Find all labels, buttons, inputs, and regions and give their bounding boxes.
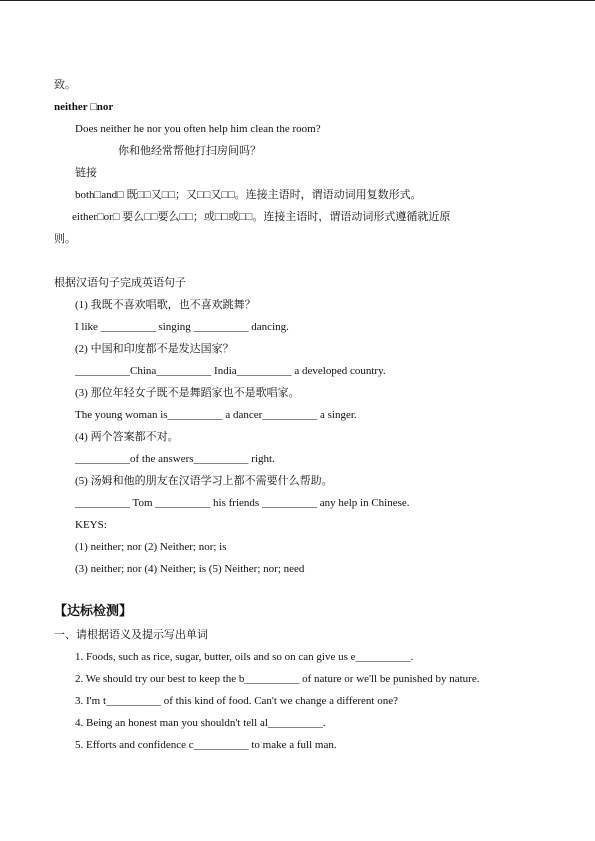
either-or-rule-cont: 则。 <box>54 233 76 245</box>
exercise-item-en: __________China__________ India__________ a developed country. <box>75 365 386 377</box>
test-item: 2. We should try our best to keep the b__________ of nature or we'll be punished by nature. <box>75 673 480 685</box>
exercise-item-en: I like __________ singing __________ dancing. <box>75 321 289 333</box>
exercise-item-zh: (4) 两个答案都不对。 <box>75 431 179 443</box>
test-item: 1. Foods, such as rice, sugar, butter, oils and so on can give us e__________. <box>75 651 414 663</box>
either-or-rule: either□or□ 要么□□要么□□；或□□或□□。连接主语时，谓语动词形式遵循就近原 <box>72 211 451 223</box>
exercise-title: 根据汉语句子完成英语句子 <box>54 277 186 289</box>
neither-nor-heading: neither □nor <box>54 101 114 113</box>
keys-label: KEYS: <box>75 519 107 531</box>
exercise-item-zh: (5) 汤姆和他的朋友在汉语学习上都不需要什么帮助。 <box>75 475 333 487</box>
link-label: 链接 <box>75 167 97 179</box>
test-item: 3. I'm t__________ of this kind of food. Can't we change a different one? <box>75 695 398 707</box>
exercise-item-en: __________ Tom __________ his friends __________ any help in Chinese. <box>75 497 410 509</box>
exercise-item-en: The young woman is__________ a dancer__________ a singer. <box>75 409 357 421</box>
exercise-item-zh: (2) 中国和印度都不是发达国家？ <box>75 343 234 355</box>
exercise-item-en: __________of the answers__________ right. <box>75 453 275 465</box>
test-heading: 【达标检测】 <box>54 603 133 618</box>
exercise-item-zh: (1) 我既不喜欢唱歌，也不喜欢跳舞？ <box>75 299 256 311</box>
keys-line-2: (3) neither; nor (4) Neither; is (5) Neither; nor; need <box>75 563 305 575</box>
continuation-text: 致。 <box>54 79 76 91</box>
neither-example-en: Does neither he nor you often help him clean the room? <box>75 123 321 135</box>
top-rule <box>0 0 595 1</box>
keys-line-1: (1) neither; nor (2) Neither; nor; is <box>75 541 227 553</box>
neither-example-zh: 你和他经常帮他打扫房间吗？ <box>118 145 261 157</box>
both-and-rule: both□and□ 既□□又□□；又□□又□□。连接主语时，谓语动词用复数形式。 <box>75 189 422 201</box>
test-item: 4. Being an honest man you shouldn't tell al__________. <box>75 717 326 729</box>
exercise-item-zh: (3) 那位年轻女子既不是舞蹈家也不是歌唱家。 <box>75 387 300 399</box>
test-subheading: 一、请根据语义及提示写出单词 <box>54 629 208 641</box>
test-item: 5. Efforts and confidence c__________ to make a full man. <box>75 739 337 751</box>
